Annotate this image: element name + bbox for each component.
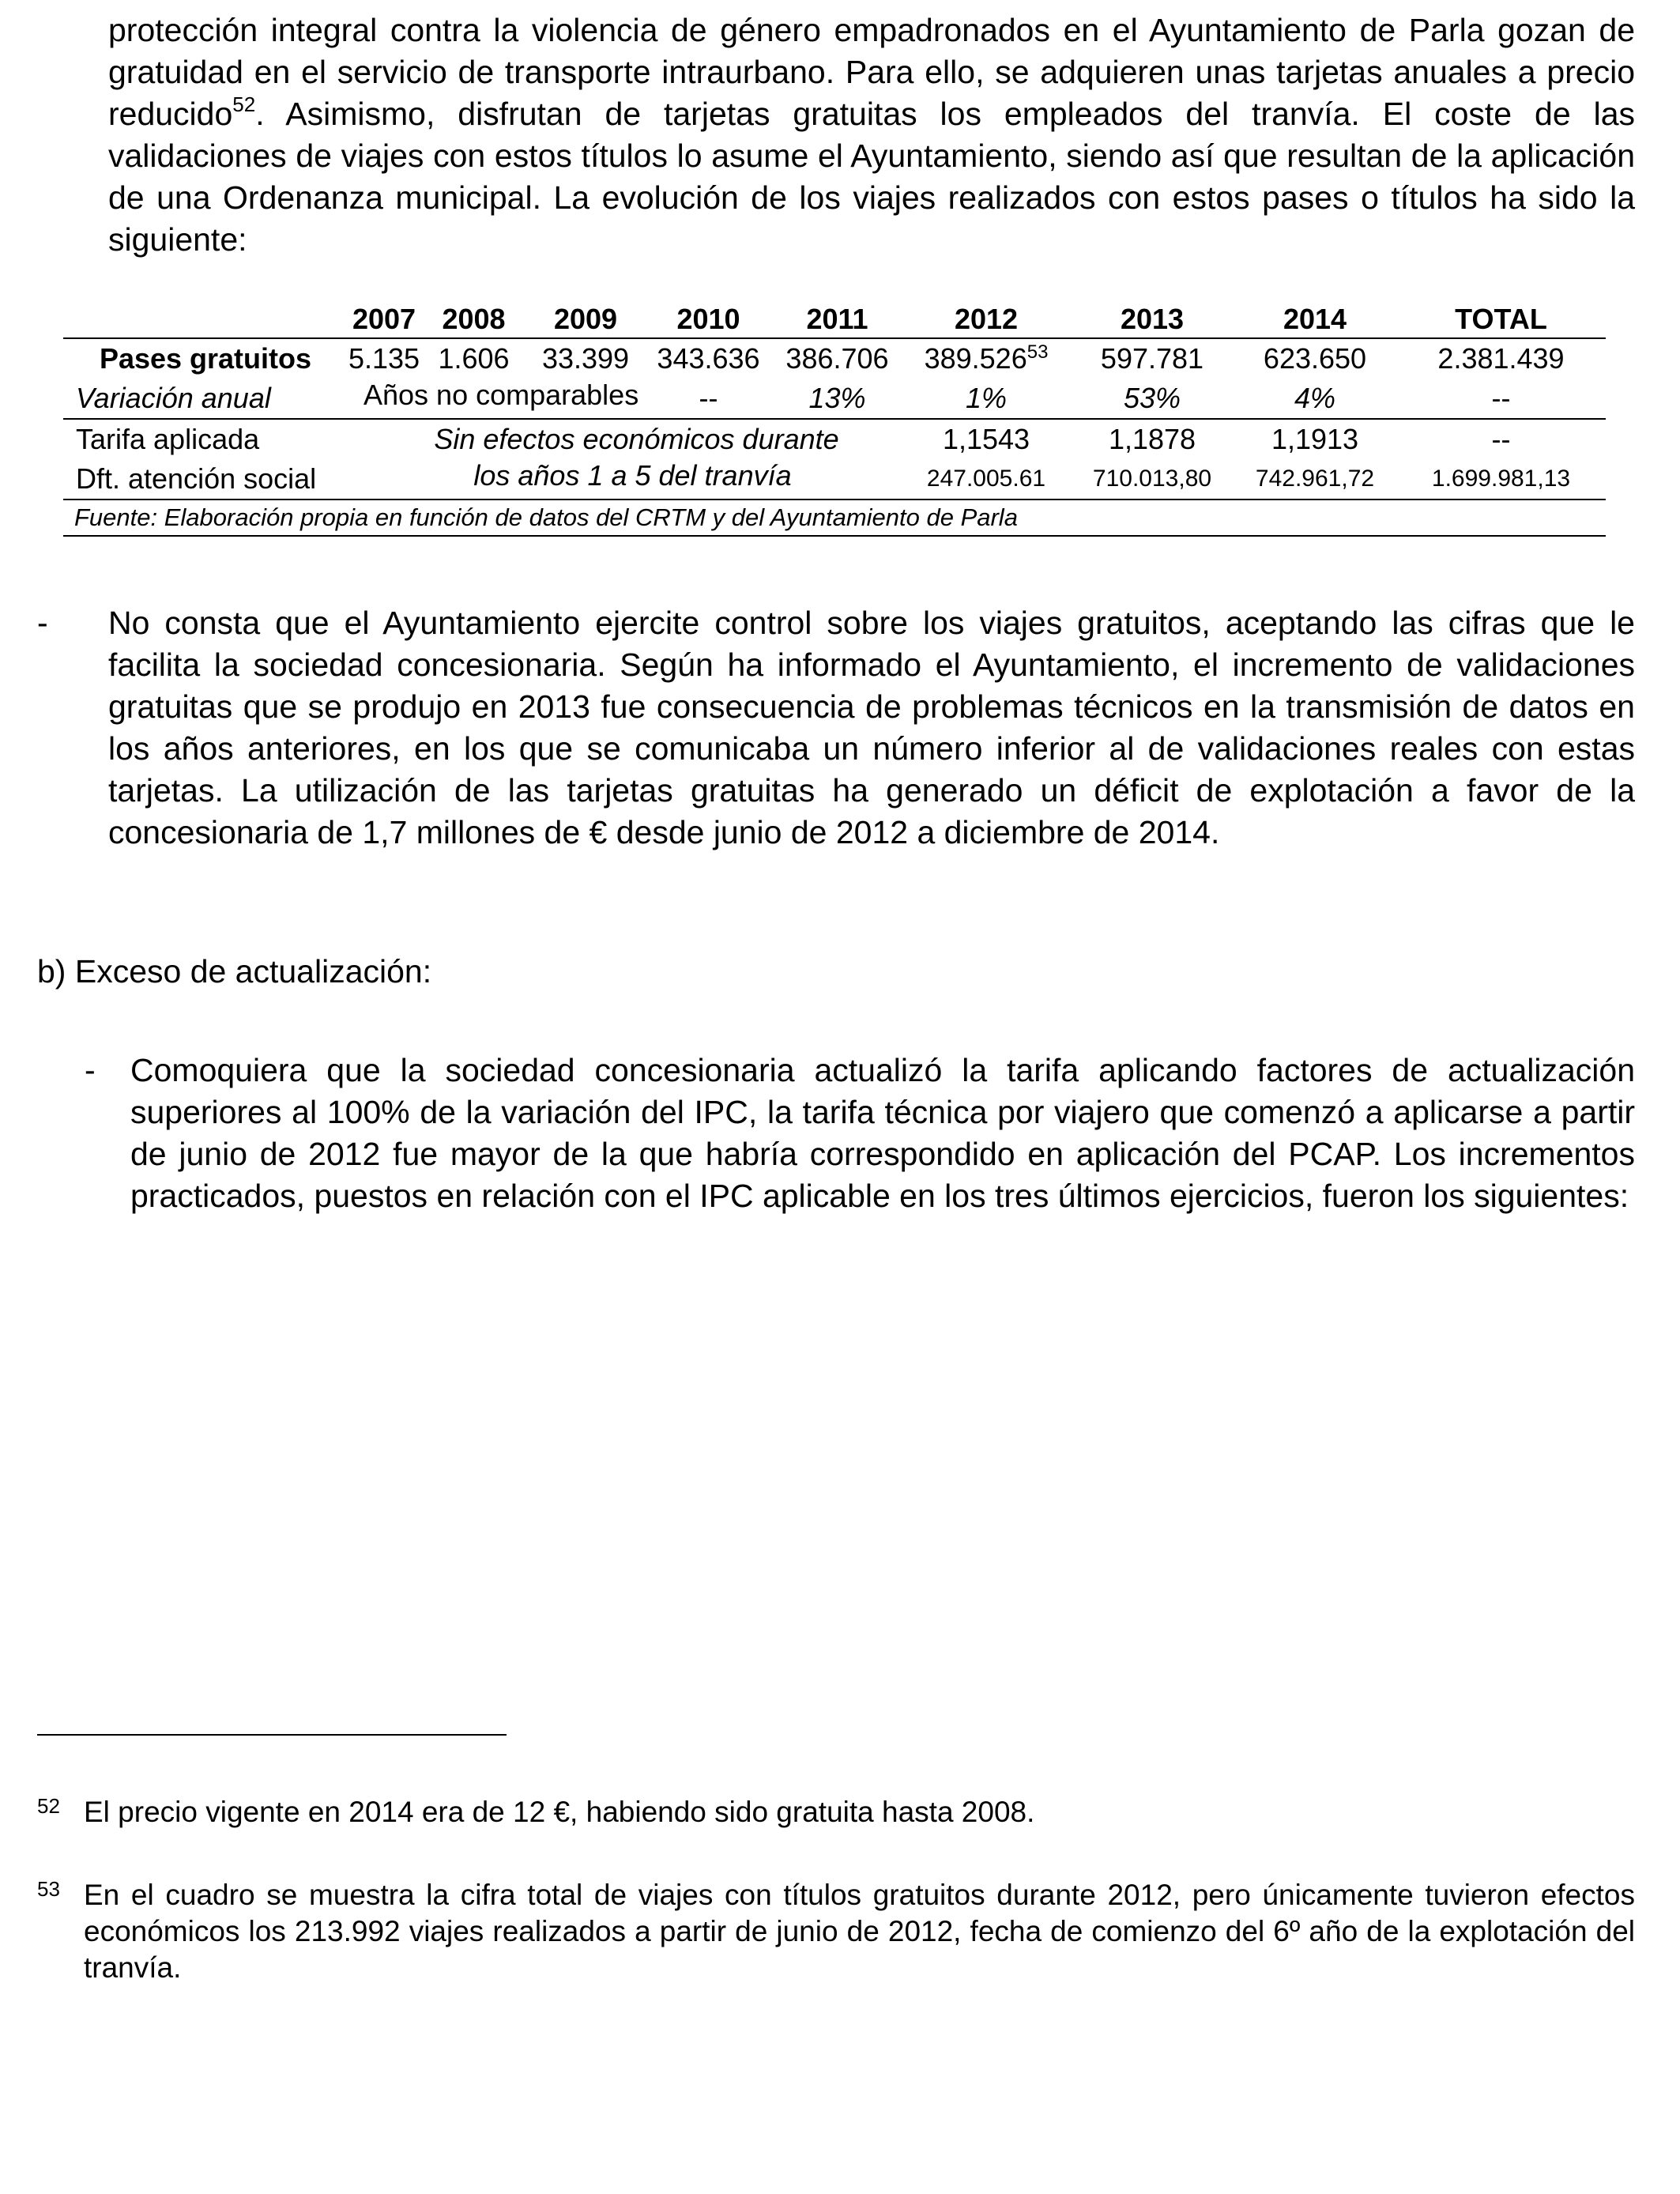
pases-total: 2.381.439 bbox=[1437, 342, 1565, 375]
bullet1-marker: - bbox=[37, 605, 48, 641]
tarifa-2013: 1,1878 bbox=[1108, 423, 1196, 455]
header-2012: 2012 bbox=[902, 298, 1071, 338]
deficit-label: Dft. atención social bbox=[76, 462, 317, 495]
pases-2012: 389.526 bbox=[924, 342, 1027, 375]
deficit-2014: 742.961,72 bbox=[1255, 466, 1375, 492]
header-2011: 2011 bbox=[773, 298, 902, 338]
variacion-2011: 13% bbox=[773, 379, 902, 419]
pases-2011: 386.706 bbox=[785, 342, 889, 375]
bullet2-marker: - bbox=[85, 1052, 96, 1088]
intro-text-b: . Asimismo, disfrutan de tarjetas gratuitas los empleados del tranvía. El coste de las validaciones de viajes con estos títulos lo asume el Ayuntamiento, siendo así que resultan de la aplicación de una Ordenanza municipal. La evolución de los viajes realizados con estos pases o títulos ha sido la siguiente: bbox=[108, 96, 1635, 258]
tarifa-total: -- bbox=[1491, 423, 1511, 455]
variacion-2013: 53% bbox=[1071, 379, 1234, 419]
header-2013: 2013 bbox=[1071, 298, 1234, 338]
pases-2014: 623.650 bbox=[1263, 342, 1367, 375]
row-pases bbox=[63, 338, 1606, 379]
tarifa-note-line1: Sin efectos económicos durante bbox=[434, 423, 839, 455]
pases-2008: 1.606 bbox=[438, 342, 510, 375]
footnote-divider bbox=[37, 1734, 507, 1736]
row-tarifa bbox=[63, 419, 1606, 459]
variacion-2014: 4% bbox=[1234, 379, 1396, 419]
header-2007: 2007 bbox=[348, 298, 420, 338]
footnote-52-number: 52 bbox=[37, 1794, 60, 1818]
row-variacion bbox=[63, 379, 1606, 419]
variacion-total: -- bbox=[1396, 379, 1606, 419]
header-2014: 2014 bbox=[1234, 298, 1396, 338]
intro-paragraph bbox=[108, 9, 1635, 261]
deficit-2013: 710.013,80 bbox=[1092, 466, 1212, 492]
pases-2010: 343.636 bbox=[657, 342, 760, 375]
bullet1-paragraph: No consta que el Ayuntamiento ejercite control sobre los viajes gratuitos, aceptando las cifras que le facilita la sociedad concesionaria. Según ha informado el Ayuntamiento, el incremento de validaciones gratuitas que se produjo en 2013 fue consecuencia de problemas técnicos en la transmisión de datos en los años anteriores, en los que se comunicaba un número inferior al de validaciones reales con estas tarjetas. La utilización de las tarjetas gratuitas ha generado un déficit de explotación a favor de la concesionaria de 1,7 millones de € desde junio de 2012 a diciembre de 2014. bbox=[108, 605, 1635, 850]
tarifa-2014: 1,1913 bbox=[1271, 423, 1359, 455]
header-empty bbox=[63, 298, 348, 338]
table-header-row bbox=[63, 298, 1606, 338]
footnote-53-number: 53 bbox=[37, 1877, 60, 1901]
pases-2013: 597.781 bbox=[1100, 342, 1204, 375]
variacion-no-comparable: Años no comparables bbox=[348, 379, 644, 419]
footnote-53-text: En el cuadro se muestra la cifra total de viajes con títulos gratuitos durante 2012, pero únicamente tuvieron efectos económicos los 213.992 viajes realizados a partir de junio de 2012, fecha de comienzo del 6º año de la explotación del tranvía. bbox=[84, 1879, 1635, 1984]
row-deficit bbox=[63, 459, 1606, 499]
tarifa-label: Tarifa aplicada bbox=[76, 423, 260, 455]
deficit-total: 1.699.981,13 bbox=[1431, 466, 1571, 492]
section-b-heading: b) Exceso de actualización: bbox=[37, 953, 432, 990]
header-2010: 2010 bbox=[644, 298, 773, 338]
intro-text-a: protección integral contra la violencia de género empadronados en el Ayuntamiento de Parla gozan de gratuidad en el servicio de transporte intraurbano. Para ello, se adquieren unas tarjetas anuales a precio reducido bbox=[108, 12, 1635, 132]
header-2008: 2008 bbox=[420, 298, 527, 338]
header-2009: 2009 bbox=[527, 298, 644, 338]
bullet2-paragraph: Comoquiera que la sociedad concesionaria actualizó la tarifa aplicando factores de actualización superiores al 100% de la variación del IPC, la tarifa técnica por viajero que comenzó a aplicarse a partir de junio de 2012 fue mayor de la que habría correspondido en aplicación del PCAP. Los incrementos practicados, puestos en relación con el IPC aplicable en los tres últimos ejercicios, fueron los siguientes: bbox=[130, 1052, 1635, 1214]
pases-label: Pases gratuitos bbox=[99, 342, 312, 375]
variacion-2010: -- bbox=[644, 379, 773, 419]
variacion-2012: 1% bbox=[902, 379, 1071, 419]
pases-2012-cell bbox=[902, 338, 1071, 379]
pases-2009: 33.399 bbox=[541, 342, 630, 375]
row-source bbox=[63, 499, 1606, 536]
tarifa-2012: 1,1543 bbox=[942, 423, 1030, 455]
free-passes-table bbox=[63, 298, 1606, 537]
pases-2007: 5.135 bbox=[348, 342, 420, 375]
footnote-ref-52[interactable]: 52 bbox=[232, 92, 256, 117]
table-source-note: Fuente: Elaboración propia en función de datos del CRTM y del Ayuntamiento de Parla bbox=[63, 499, 1606, 536]
tarifa-note-line2: los años 1 a 5 del tranvía bbox=[473, 459, 792, 492]
deficit-2012: 247.005.61 bbox=[926, 466, 1046, 492]
footnote-52-text: El precio vigente en 2014 era de 12 €, habiendo sido gratuita hasta 2008. bbox=[84, 1796, 1035, 1828]
variacion-label: Variación anual bbox=[63, 379, 348, 419]
header-total: TOTAL bbox=[1396, 298, 1606, 338]
footnote-ref-53[interactable]: 53 bbox=[1026, 341, 1049, 363]
